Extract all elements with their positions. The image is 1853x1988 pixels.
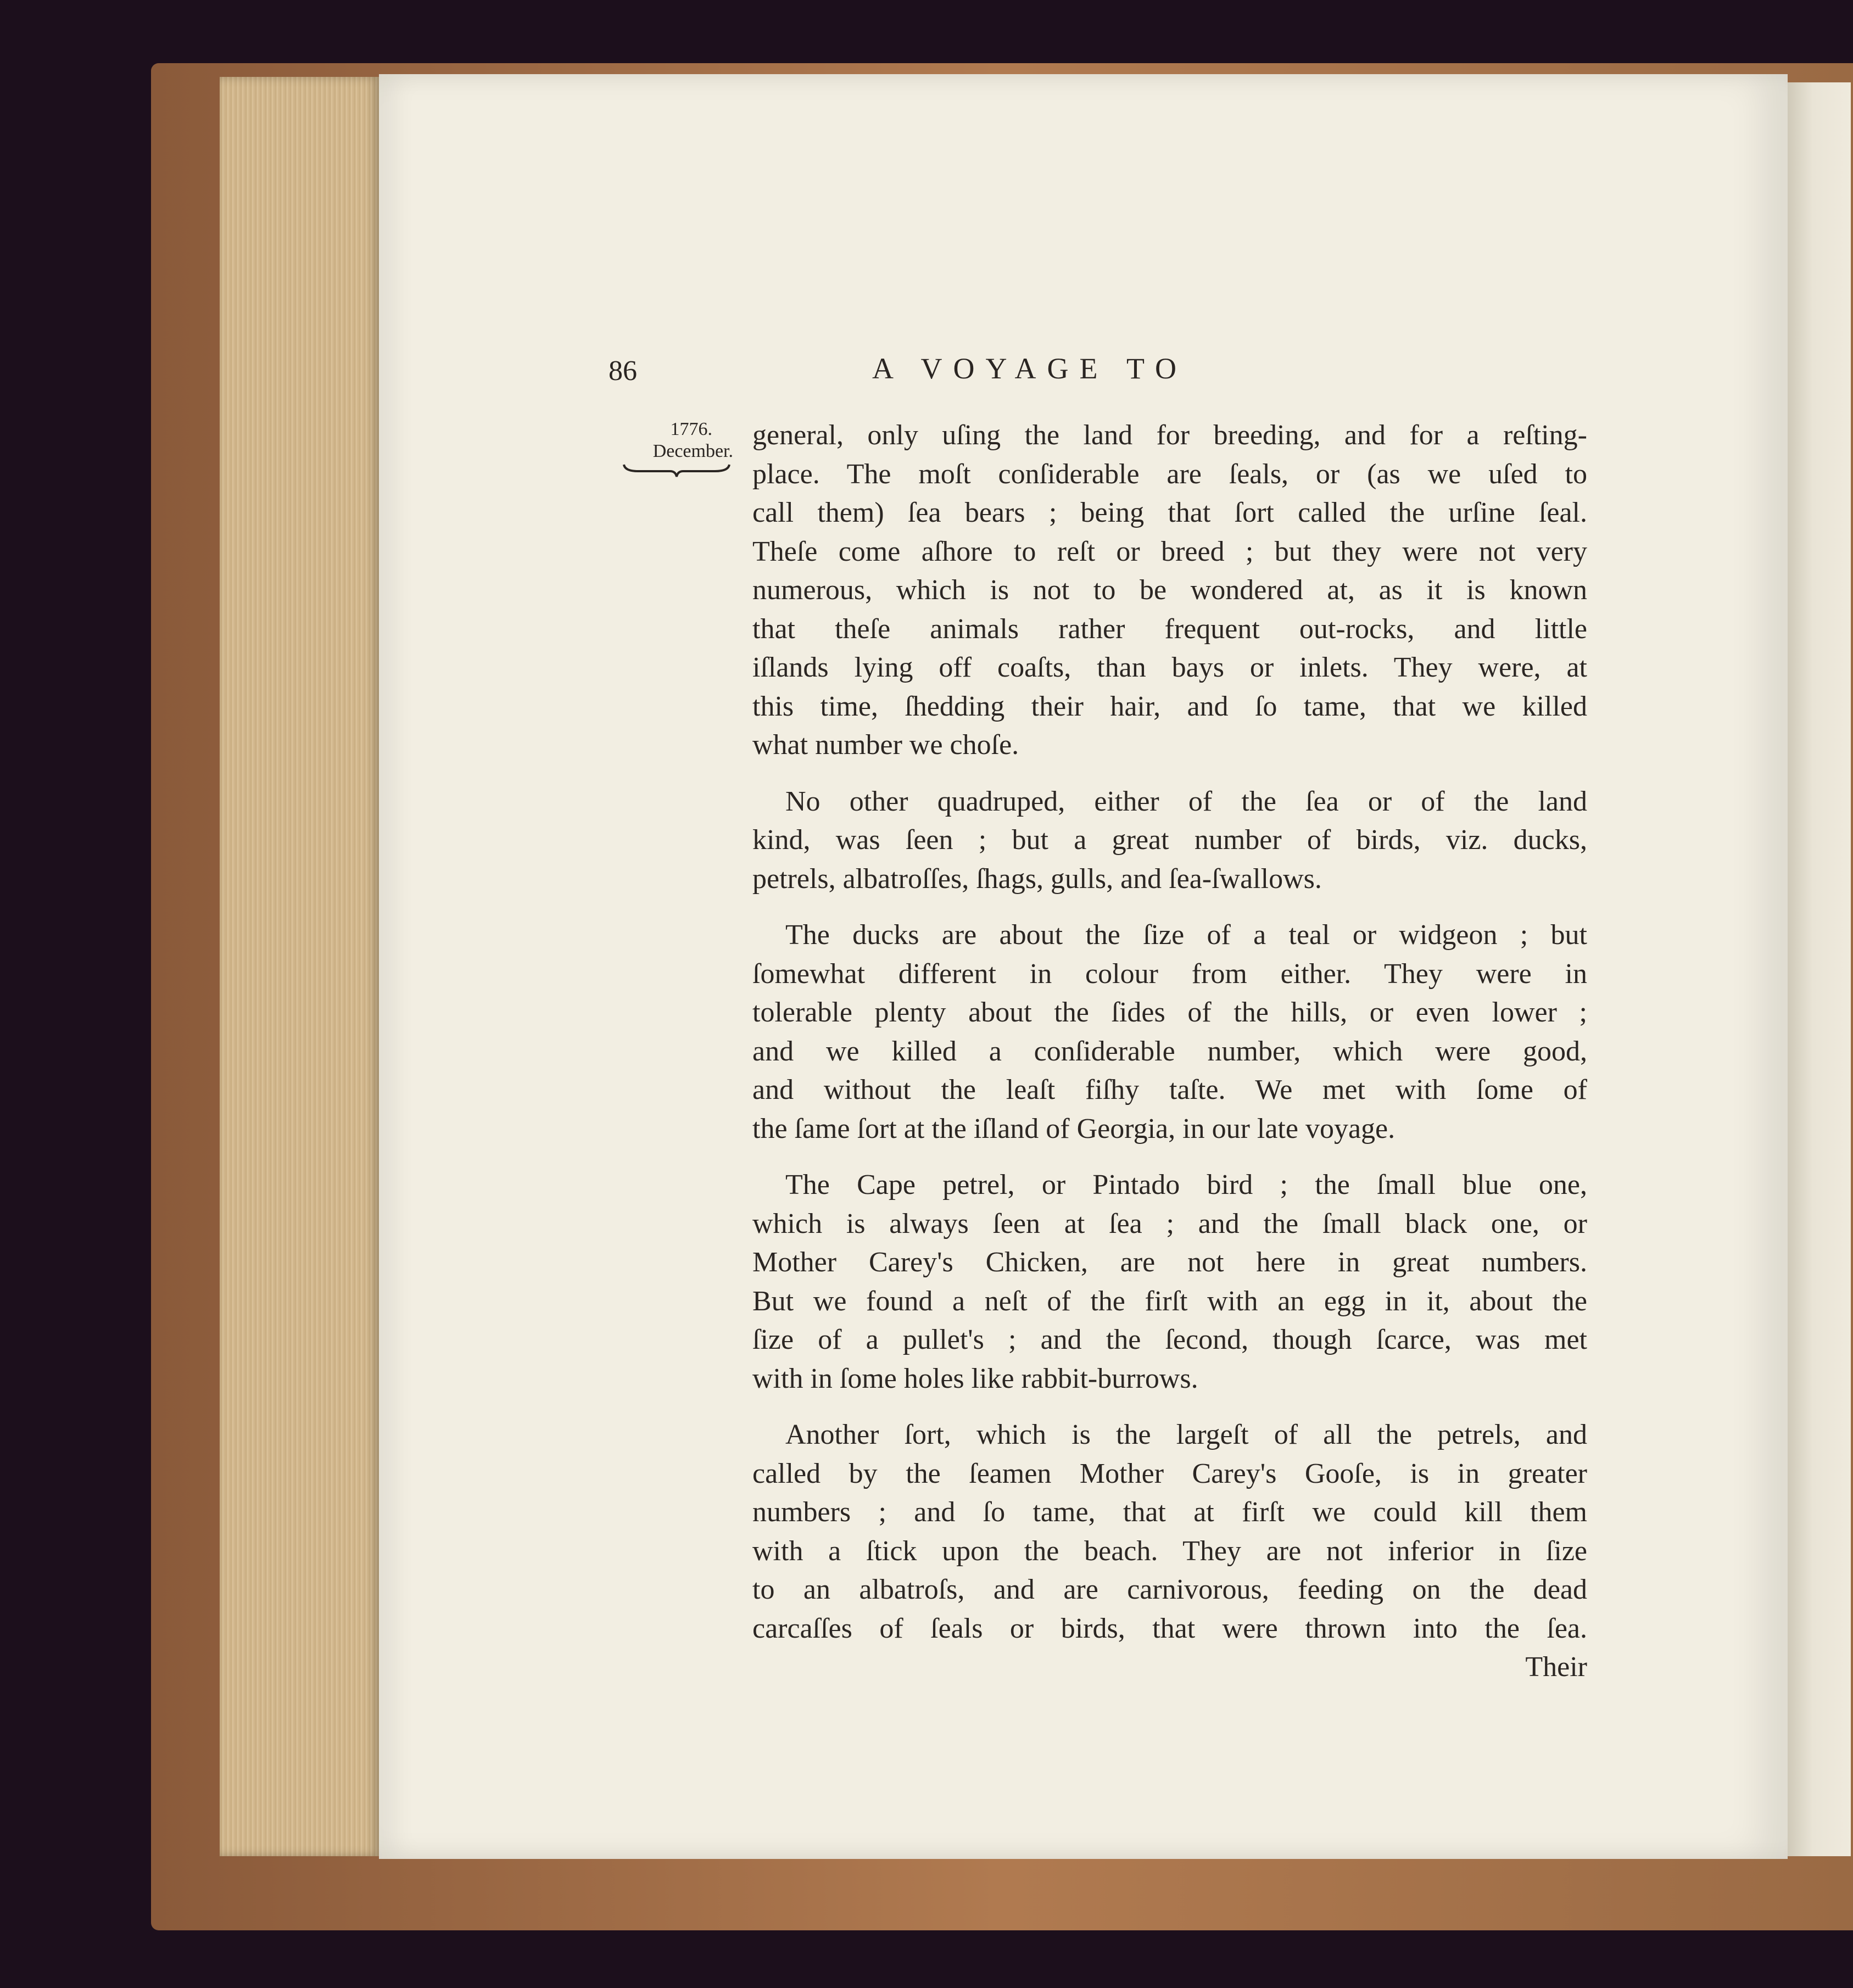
- running-title: A VOYAGE TO: [872, 352, 1188, 385]
- text-line: general, only uſing the land for breeding, and for a reſting-: [752, 420, 1587, 451]
- body-text: [752, 416, 1587, 1687]
- page-edges: [220, 77, 379, 1856]
- text-line: call them) ſea bears ; being that ſort called the urſine ſeal.: [752, 497, 1587, 528]
- paragraph: [752, 416, 1587, 765]
- text-line: to an albatroſs, and are carnivorous, feeding on the dead: [752, 1574, 1587, 1605]
- text-line: with a ſtick upon the beach. They are not inferior in ſize: [752, 1535, 1587, 1567]
- text-line: and without the leaſt fiſhy taſte. We met with ſome of: [752, 1074, 1587, 1105]
- text-line: this time, ſhedding their hair, and ſo tame, that we killed: [752, 690, 1587, 722]
- text-line: The Cape petrel, or Pintado bird ; the ſmall blue one,: [785, 1169, 1587, 1200]
- text-line: ſomewhat different in colour from either. They were in: [752, 958, 1587, 990]
- text-line: tolerable plenty about the ſides of the hills, or even lower ;: [752, 997, 1587, 1028]
- text-line: carcaſſes of ſeals or birds, that were thrown into the ſea.: [752, 1612, 1587, 1644]
- text-line: place. The moſt conſiderable are ſeals, or (as we uſed to: [752, 458, 1587, 490]
- text-line: called by the ſeamen Mother Carey's Gooſe, is in greater: [752, 1458, 1587, 1489]
- text-line: and we killed a conſiderable number, which were good,: [752, 1035, 1587, 1067]
- text-line: Mother Carey's Chicken, are not here in great numbers.: [752, 1247, 1587, 1278]
- paragraph: [752, 783, 1587, 899]
- paragraph: [752, 1166, 1587, 1398]
- text-line: numbers ; and ſo tame, that at firſt we could kill them: [752, 1496, 1587, 1528]
- paragraph: [752, 1416, 1587, 1687]
- margin-year: 1776.: [670, 419, 712, 439]
- text-line: But we found a neſt of the firſt with an egg in it, about the: [752, 1285, 1587, 1317]
- text-line: the ſame ſort at the iſland of Georgia, in our late voyage.: [752, 1113, 1396, 1144]
- page-number: 86: [609, 355, 637, 387]
- margin-month: December.: [652, 441, 733, 461]
- text-line: kind, was ſeen ; but a great number of birds, viz. ducks,: [752, 824, 1587, 856]
- brace-icon: [622, 462, 732, 478]
- text-line: that theſe animals rather frequent out-rocks, and little: [752, 613, 1587, 645]
- facing-page: [1788, 82, 1851, 1856]
- text-line: ſize of a pullet's ; and the ſecond, though ſcarce, was met: [752, 1324, 1587, 1355]
- paragraph: [752, 916, 1587, 1148]
- text-line: Another ſort, which is the largeſt of all the petrels, and: [785, 1419, 1587, 1450]
- text-line: petrels, albatroſſes, ſhags, gulls, and ſea-ſwallows.: [752, 863, 1322, 895]
- text-line: iſlands lying off coaſts, than bays or inlets. They were, at: [752, 652, 1587, 683]
- text-line: Theſe come aſhore to reſt or breed ; but they were not very: [752, 535, 1587, 567]
- text-line: with in ſome holes like rabbit-burrows.: [752, 1362, 1198, 1394]
- catchword: Their: [1525, 1651, 1587, 1683]
- text-line: numerous, which is not to be wondered at, as it is known: [752, 574, 1587, 606]
- text-line: No other quadruped, either of the ſea or of the land: [785, 785, 1587, 817]
- text-line: what number we choſe.: [752, 729, 1019, 761]
- text-line: which is always ſeen at ſea ; and the ſmall black one, or: [752, 1208, 1587, 1239]
- margin-date-note: [615, 418, 733, 478]
- text-line: The ducks are about the ſize of a teal or widgeon ; but: [785, 919, 1587, 951]
